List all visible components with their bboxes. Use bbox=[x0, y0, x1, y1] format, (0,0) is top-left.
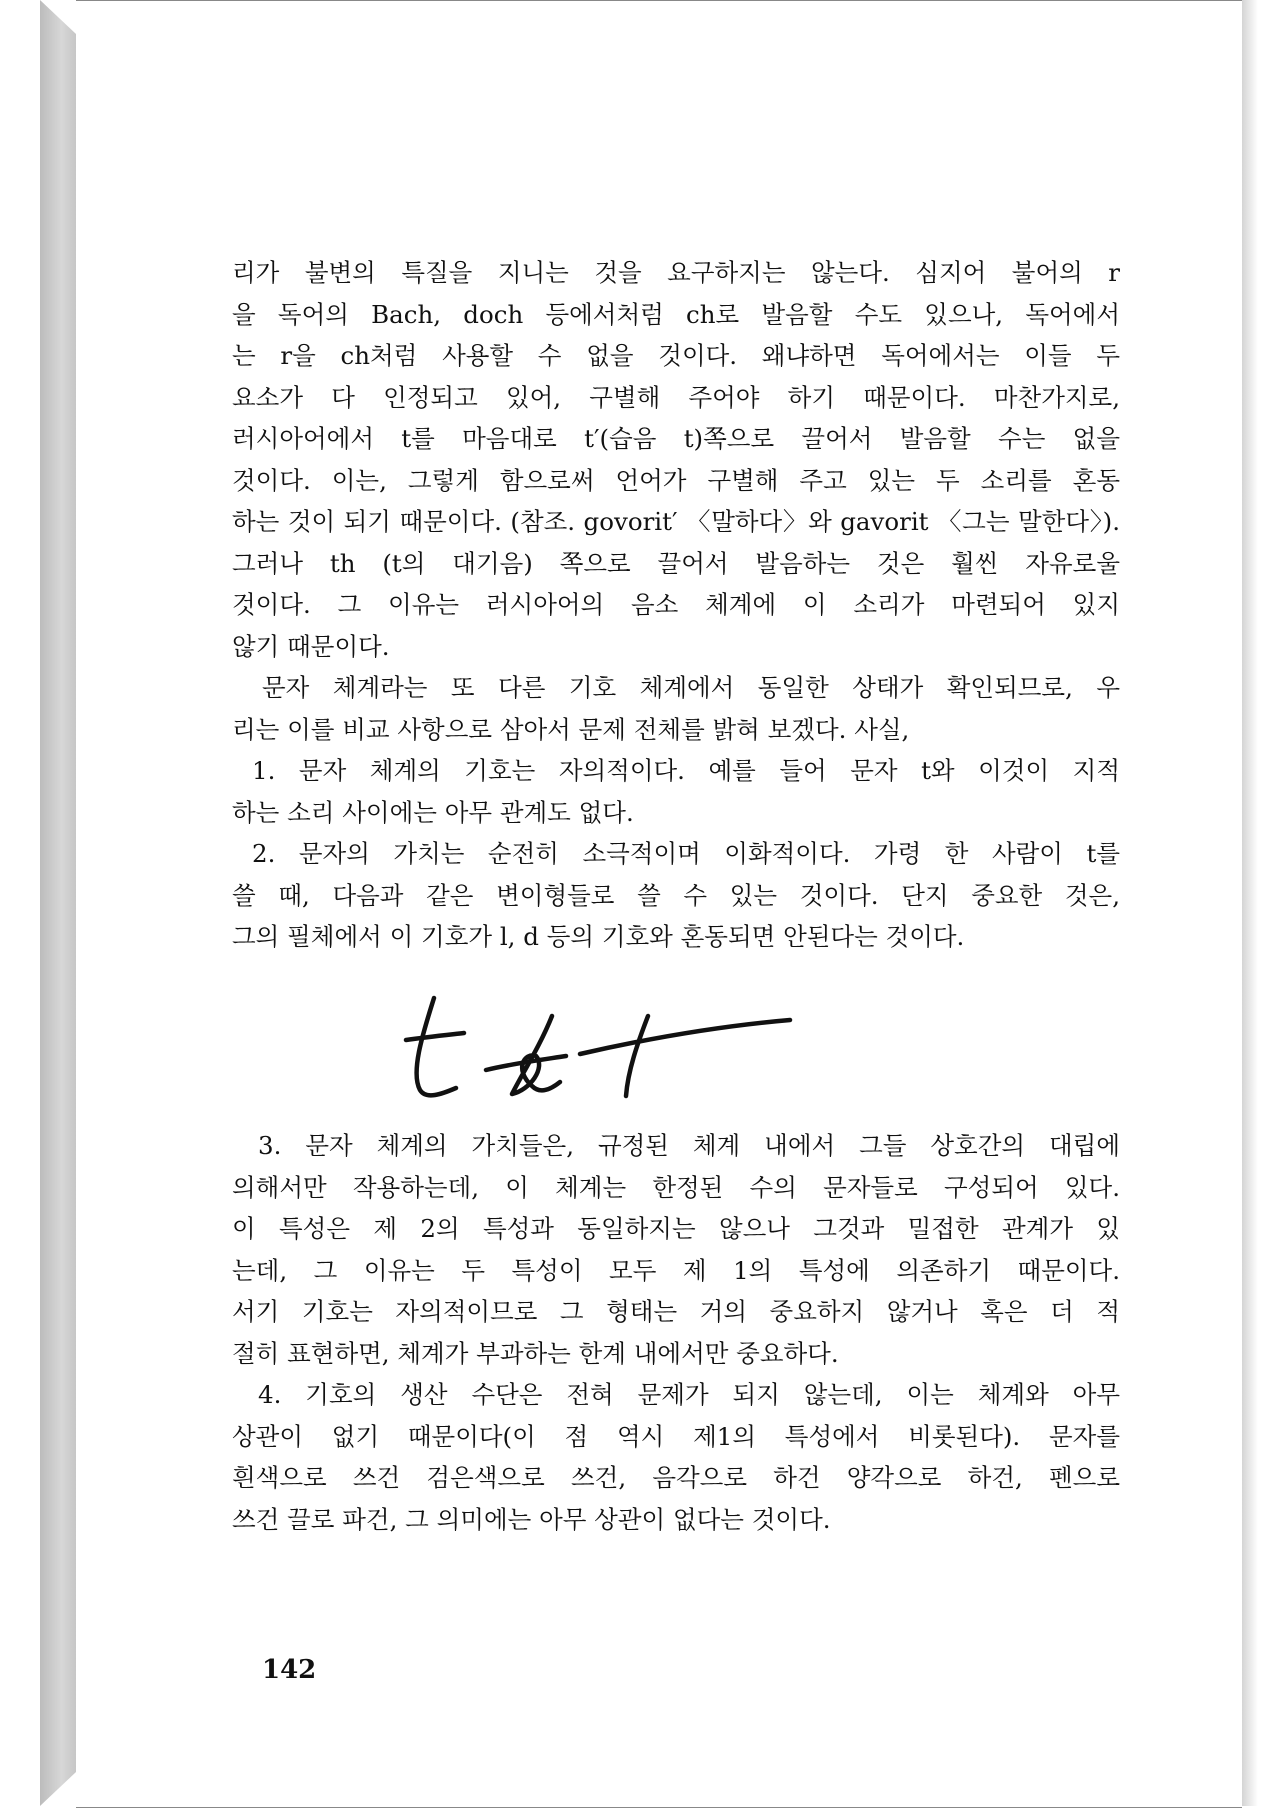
text-line: 그러나 th (t의 대기음) 쪽으로 끌어서 발음하는 것은 훨씬 자유로울 bbox=[232, 548, 1120, 578]
handwritten-t-1 bbox=[417, 998, 456, 1095]
page-number: 142 bbox=[262, 1655, 317, 1685]
page-shadow bbox=[1242, 0, 1258, 1806]
text-line: 리는 이를 비교 사항으로 삼아서 문제 전체를 밝혀 보겠다. 사실, bbox=[232, 714, 910, 744]
text-line: 1. 문자 체계의 기호는 자의적이다. 예를 들어 문자 t와 이것이 지적 bbox=[252, 756, 1120, 785]
text-line: 을 독어의 Bach, doch 등에서처럼 ch로 발음할 수도 있으나, 독어에서 bbox=[232, 299, 1120, 329]
text-line: 것이다. 이는, 그렇게 함으로써 언어가 구별해 주고 있는 두 소리를 혼동 bbox=[232, 465, 1120, 495]
text-line: 그의 필체에서 이 기호가 l, d 등의 기호와 혼동되면 안된다는 것이다. bbox=[232, 922, 965, 951]
text-line: 상관이 없기 때문이다(이 점 역시 제1의 특성에서 비롯된다). 문자를 bbox=[232, 1421, 1120, 1451]
text-line: 이 특성은 제 2의 특성과 동일하지는 않으나 그것과 밀접한 관계가 있 bbox=[232, 1214, 1120, 1243]
text-line: 의해서만 작용하는데, 이 체계는 한정된 수의 문자들로 구성되어 있다. bbox=[232, 1172, 1120, 1202]
handwritten-t-3 bbox=[626, 1016, 648, 1096]
text-line: 리가 불변의 특질을 지니는 것을 요구하지는 않는다. 심지어 불어의 r bbox=[232, 258, 1120, 287]
handwritten-t-2 bbox=[512, 1016, 560, 1094]
text-line: 것이다. 그 이유는 러시아어의 음소 체계에 이 소리가 마련되어 있지 bbox=[232, 590, 1120, 619]
text-line: 는 r을 ch처럼 사용할 수 없을 것이다. 왜냐하면 독어에서는 이들 두 bbox=[232, 341, 1120, 370]
spine-bottom-edge bbox=[40, 1772, 76, 1806]
handwritten-t-3-bar bbox=[580, 1020, 790, 1054]
text-line: 서기 기호는 자의적이므로 그 형태는 거의 중요하지 않거나 혹은 더 적 bbox=[232, 1297, 1120, 1326]
text-line: 하는 소리 사이에는 아무 관계도 없다. bbox=[232, 797, 634, 827]
text-line: 요소가 다 인정되고 있어, 구별해 주어야 하기 때문이다. 마찬가지로, bbox=[232, 382, 1120, 412]
book-spine bbox=[40, 0, 76, 1806]
text-line: 문자 체계라는 또 다른 기호 체계에서 동일한 상태가 확인되므로, 우 bbox=[262, 673, 1120, 702]
handwritten-t-1-bar bbox=[406, 1033, 464, 1040]
spine-top-edge bbox=[40, 0, 76, 34]
text-line: 흰색으로 쓰건 검은색으로 쓰건, 음각으로 하건 양각으로 하건, 펜으로 bbox=[232, 1463, 1120, 1492]
text-line: 절히 표현하면, 체계가 부과하는 한계 내에서만 중요하다. bbox=[232, 1338, 839, 1368]
text-line: 4. 기호의 생산 수단은 전혀 문제가 되지 않는데, 이는 체계와 아무 bbox=[258, 1380, 1120, 1409]
body-text-upper bbox=[232, 252, 1120, 958]
text-line: 쓸 때, 다음과 같은 변이형들로 쓸 수 있는 것이다. 단지 중요한 것은, bbox=[232, 880, 1120, 910]
text-line: 2. 문자의 가치는 순전히 소극적이며 이화적이다. 가령 한 사람이 t를 bbox=[252, 839, 1120, 868]
text-line: 않기 때문이다. bbox=[232, 631, 390, 661]
text-line: 러시아어에서 t를 마음대로 t′(습음 t)쪽으로 끌어서 발음할 수는 없을 bbox=[232, 424, 1120, 453]
text-line: 는데, 그 이유는 두 특성이 모두 제 1의 특성에 의존하기 때문이다. bbox=[232, 1255, 1120, 1285]
text-line: 3. 문자 체계의 가치들은, 규정된 체계 내에서 그들 상호간의 대립에 bbox=[258, 1131, 1120, 1160]
body-text-lower bbox=[232, 1125, 1120, 1540]
text-line: 쓰건 끌로 파건, 그 의미에는 아무 상관이 없다는 것이다. bbox=[232, 1504, 831, 1534]
text-line: 하는 것이 되기 때문이다. (참조. govorit′ 〈말하다〉와 gavorit 〈그는 말한다〉). bbox=[232, 507, 1120, 536]
handwritten-t-variants-figure bbox=[390, 990, 870, 1110]
